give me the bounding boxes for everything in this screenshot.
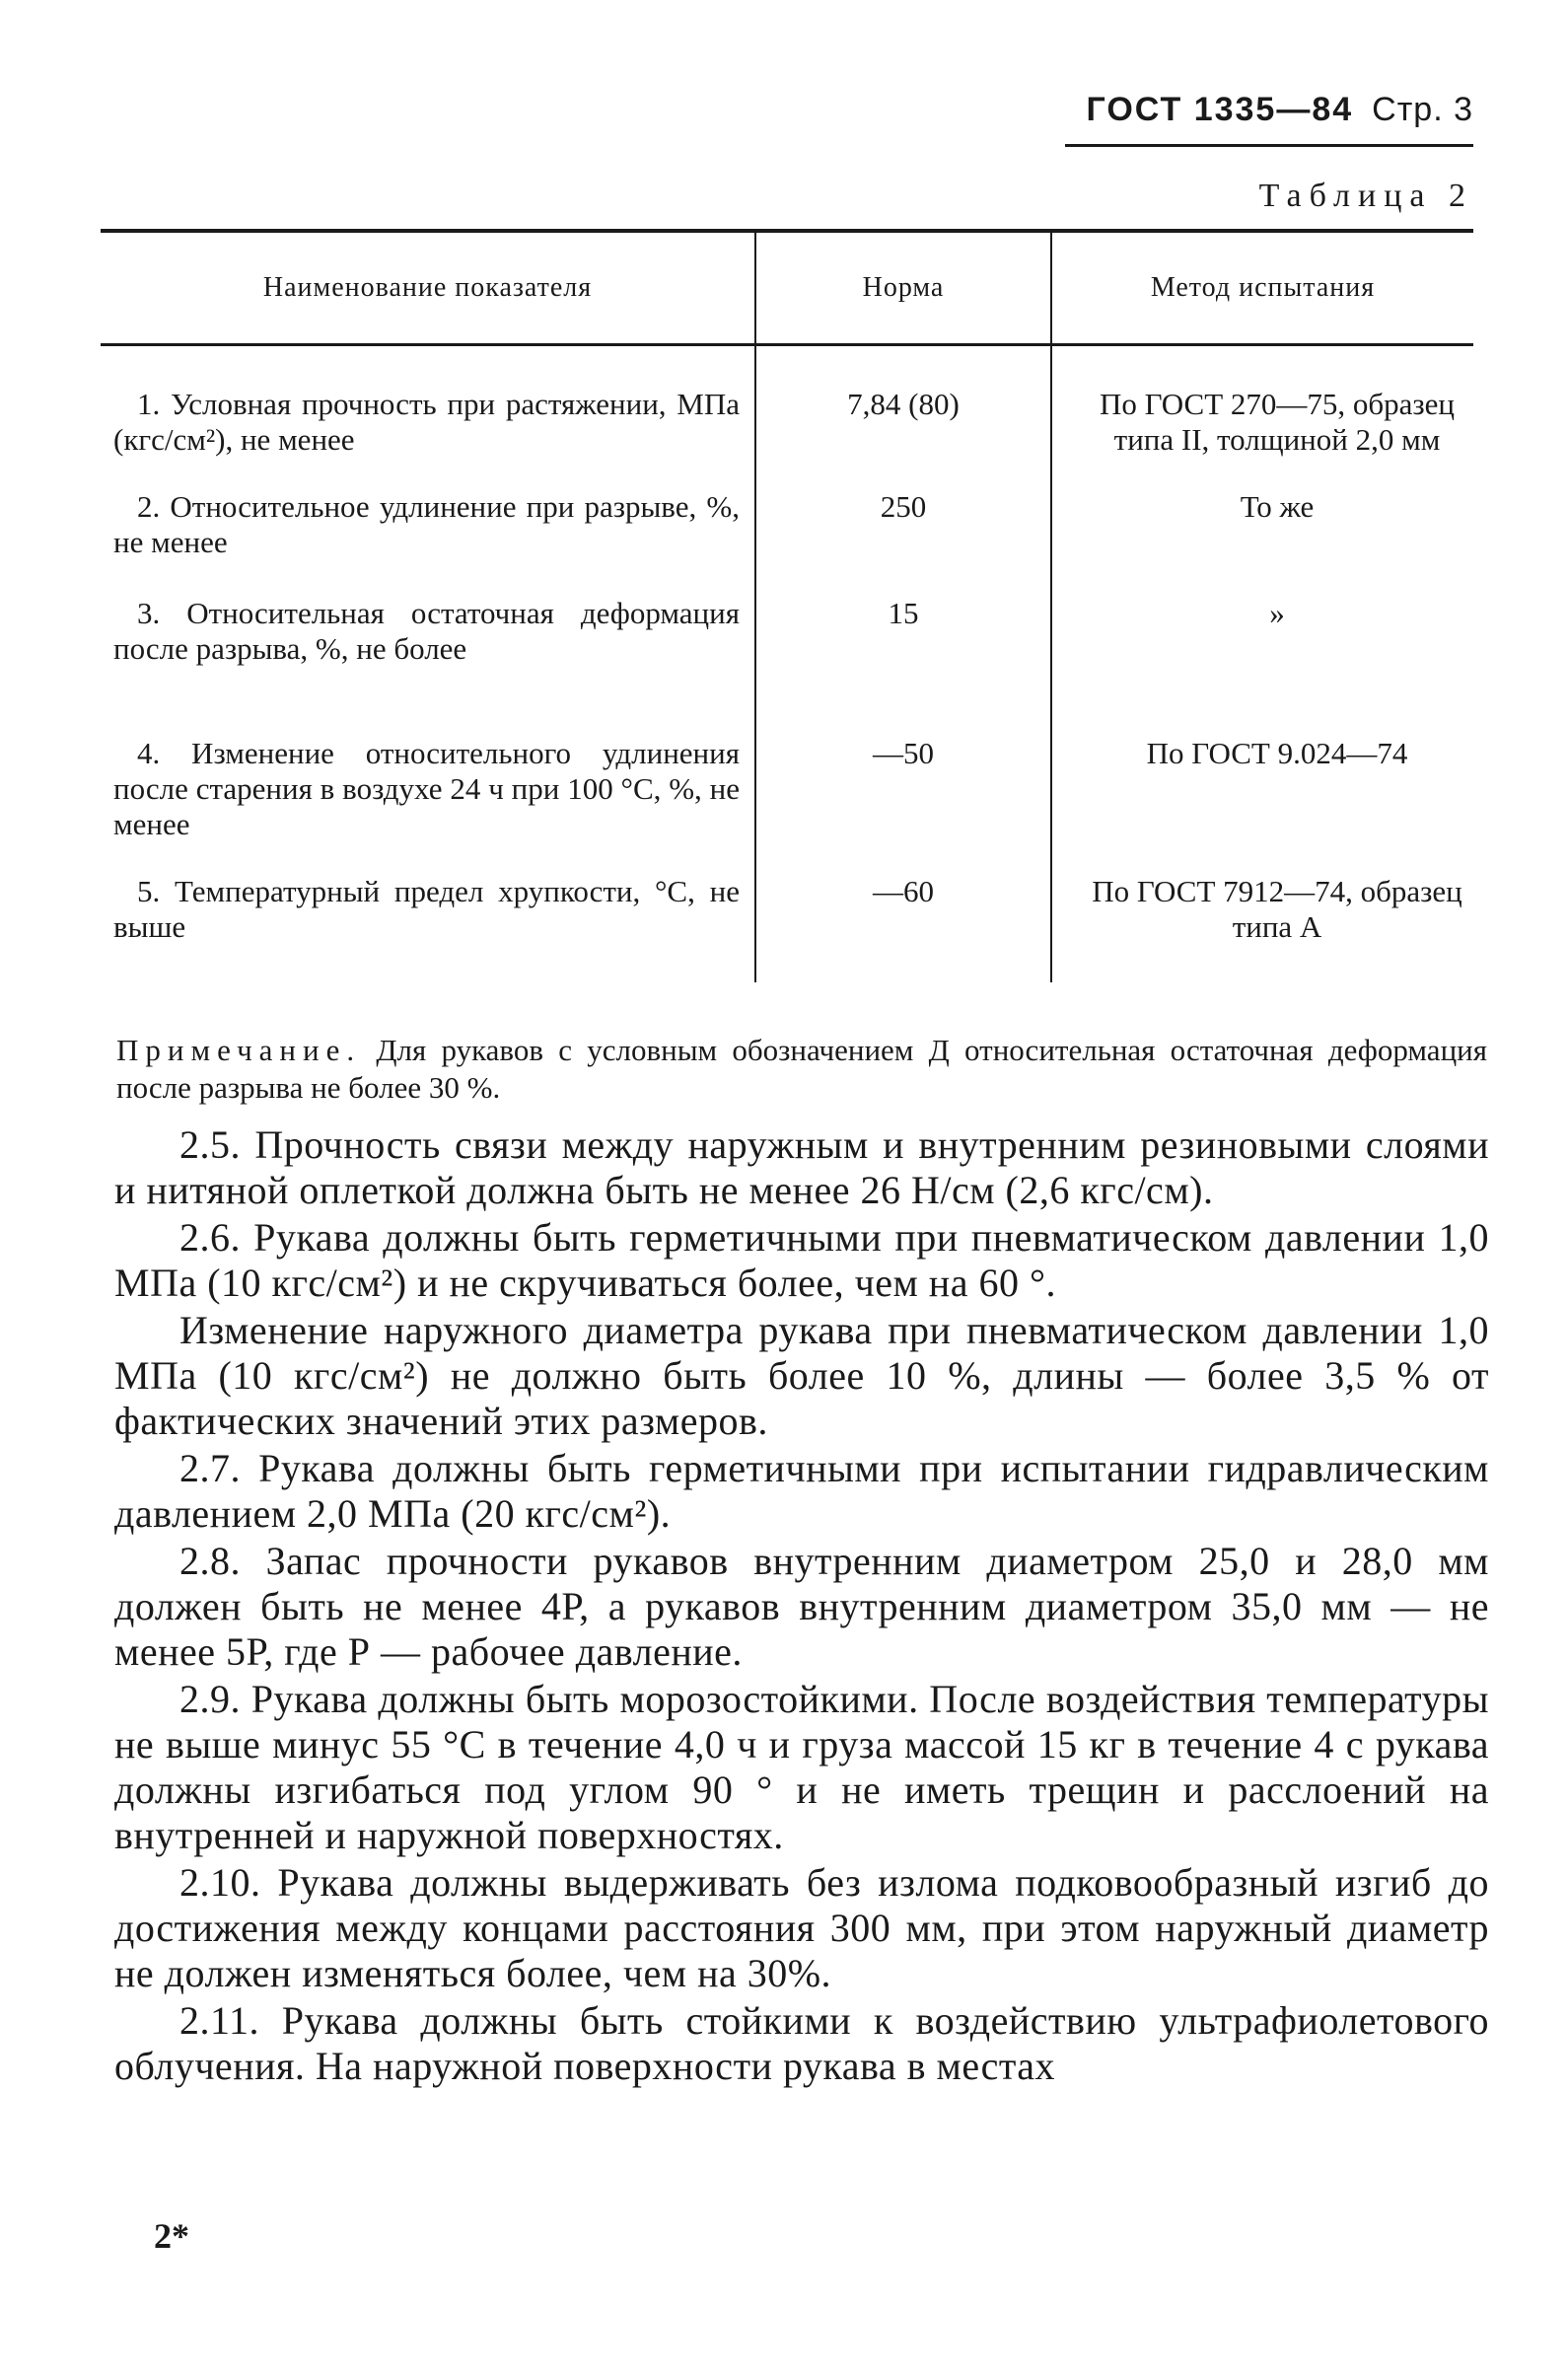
table-row-method: » xyxy=(1269,596,1285,630)
signature-mark: 2* xyxy=(154,2216,189,2256)
note-text: Для рукавов с условным обозначением Д относительная остаточная деформация после разрыва не более 30 %. xyxy=(116,1033,1488,1105)
paragraph-2-9: 2.9. Рукава должны быть морозостойкими. После воздействия температуры не выше минус 55 °С в течение 4,0 ч и груза массой 15 кг в течение 4 с рукава должны изгибаться под углом 90 ° и не иметь трещин и расслоений на внутренней и наружной поверхностях. xyxy=(114,1677,1489,1857)
table-row-method: По ГОСТ 270—75, образец типа II, толщиной 2,0 мм xyxy=(1099,387,1456,457)
paragraph-2-6-continued: Изменение наружного диаметра рукава при пневматическом давлении 1,0 МПа (10 кгс/см²) не должно быть более 10 %, длины — более 3,5 % от фактических значений этих размеров. xyxy=(114,1308,1489,1443)
table-row-method: По ГОСТ 7912—74, образец типа А xyxy=(1092,874,1462,944)
paragraph-2-10: 2.10. Рукава должны выдерживать без излома подковообразный изгиб до достижения между концами расстояния 300 мм, при этом наружный диаметр не должен изменяться более, чем на 30%. xyxy=(114,1860,1489,1995)
table-row-name: 4. Изменение относительного удлинения после старения в воздухе 24 ч при 100 °С, %, не менее xyxy=(113,736,740,841)
paragraph-2-8: 2.8. Запас прочности рукавов внутренним диаметром 25,0 и 28,0 мм должен быть не менее 4Р, а рукавов внутренним диаметром 35,0 мм — не менее 5Р, где Р — рабочее давление. xyxy=(114,1539,1489,1674)
table-title: Таблица 2 xyxy=(1258,178,1473,214)
table-row-norm: —60 xyxy=(873,874,934,908)
table-row-name: 1. Условная прочность при растяжении, МПа (кгс/см²), не менее xyxy=(113,387,740,457)
standard-number: ГОСТ 1335—84 xyxy=(1086,91,1354,128)
page-header xyxy=(882,91,1473,129)
table-row-method: По ГОСТ 9.024—74 xyxy=(1146,736,1408,770)
paragraph-2-7: 2.7. Рукава должны быть герметичными при испытании гидравлическим давлением 2,0 МПа (20 кгс/см²). xyxy=(114,1446,1489,1536)
table-row-method: То же xyxy=(1240,489,1315,524)
table-row-name: 5. Температурный предел хрупкости, °С, не выше xyxy=(113,874,740,944)
table-row-norm: —50 xyxy=(873,736,934,770)
table-row-norm: 15 xyxy=(888,596,919,630)
column-header-name: Наименование показателя xyxy=(262,272,593,303)
table-header-rule xyxy=(101,343,1473,346)
paragraph-2-6: 2.6. Рукава должны быть герметичными при пневматическом давлении 1,0 МПа (10 кгс/см²) и не скручиваться более, чем на 60 °. xyxy=(114,1215,1489,1305)
column-header-method: Метод испытания xyxy=(1150,272,1376,303)
table-row-name: 3. Относительная остаточная деформация после разрыва, %, не более xyxy=(113,596,740,666)
header-rule xyxy=(1065,144,1473,147)
paragraph-2-11: 2.11. Рукава должны быть стойкими к воздействию ультрафиолетового облучения. На наружной поверхности рукава в местах xyxy=(114,1998,1489,2088)
table-row-norm: 250 xyxy=(880,489,927,524)
table-top-rule xyxy=(101,229,1473,233)
column-header-norm: Норма xyxy=(862,272,945,303)
body-text xyxy=(114,1122,1489,2091)
page-number: Стр. 3 xyxy=(1372,91,1473,128)
table-column-divider xyxy=(1050,233,1052,982)
table-row-norm: 7,84 (80) xyxy=(847,387,960,421)
table-note xyxy=(116,1032,1487,1107)
paragraph-2-5: 2.5. Прочность связи между наружным и внутренним резиновыми слоями и нитяной оплеткой должна быть не менее 26 Н/см (2,6 кгс/см). xyxy=(114,1122,1489,1212)
table-row-name: 2. Относительное удлинение при разрыве, %, не менее xyxy=(113,489,740,559)
note-label: Примечание. xyxy=(116,1033,362,1067)
